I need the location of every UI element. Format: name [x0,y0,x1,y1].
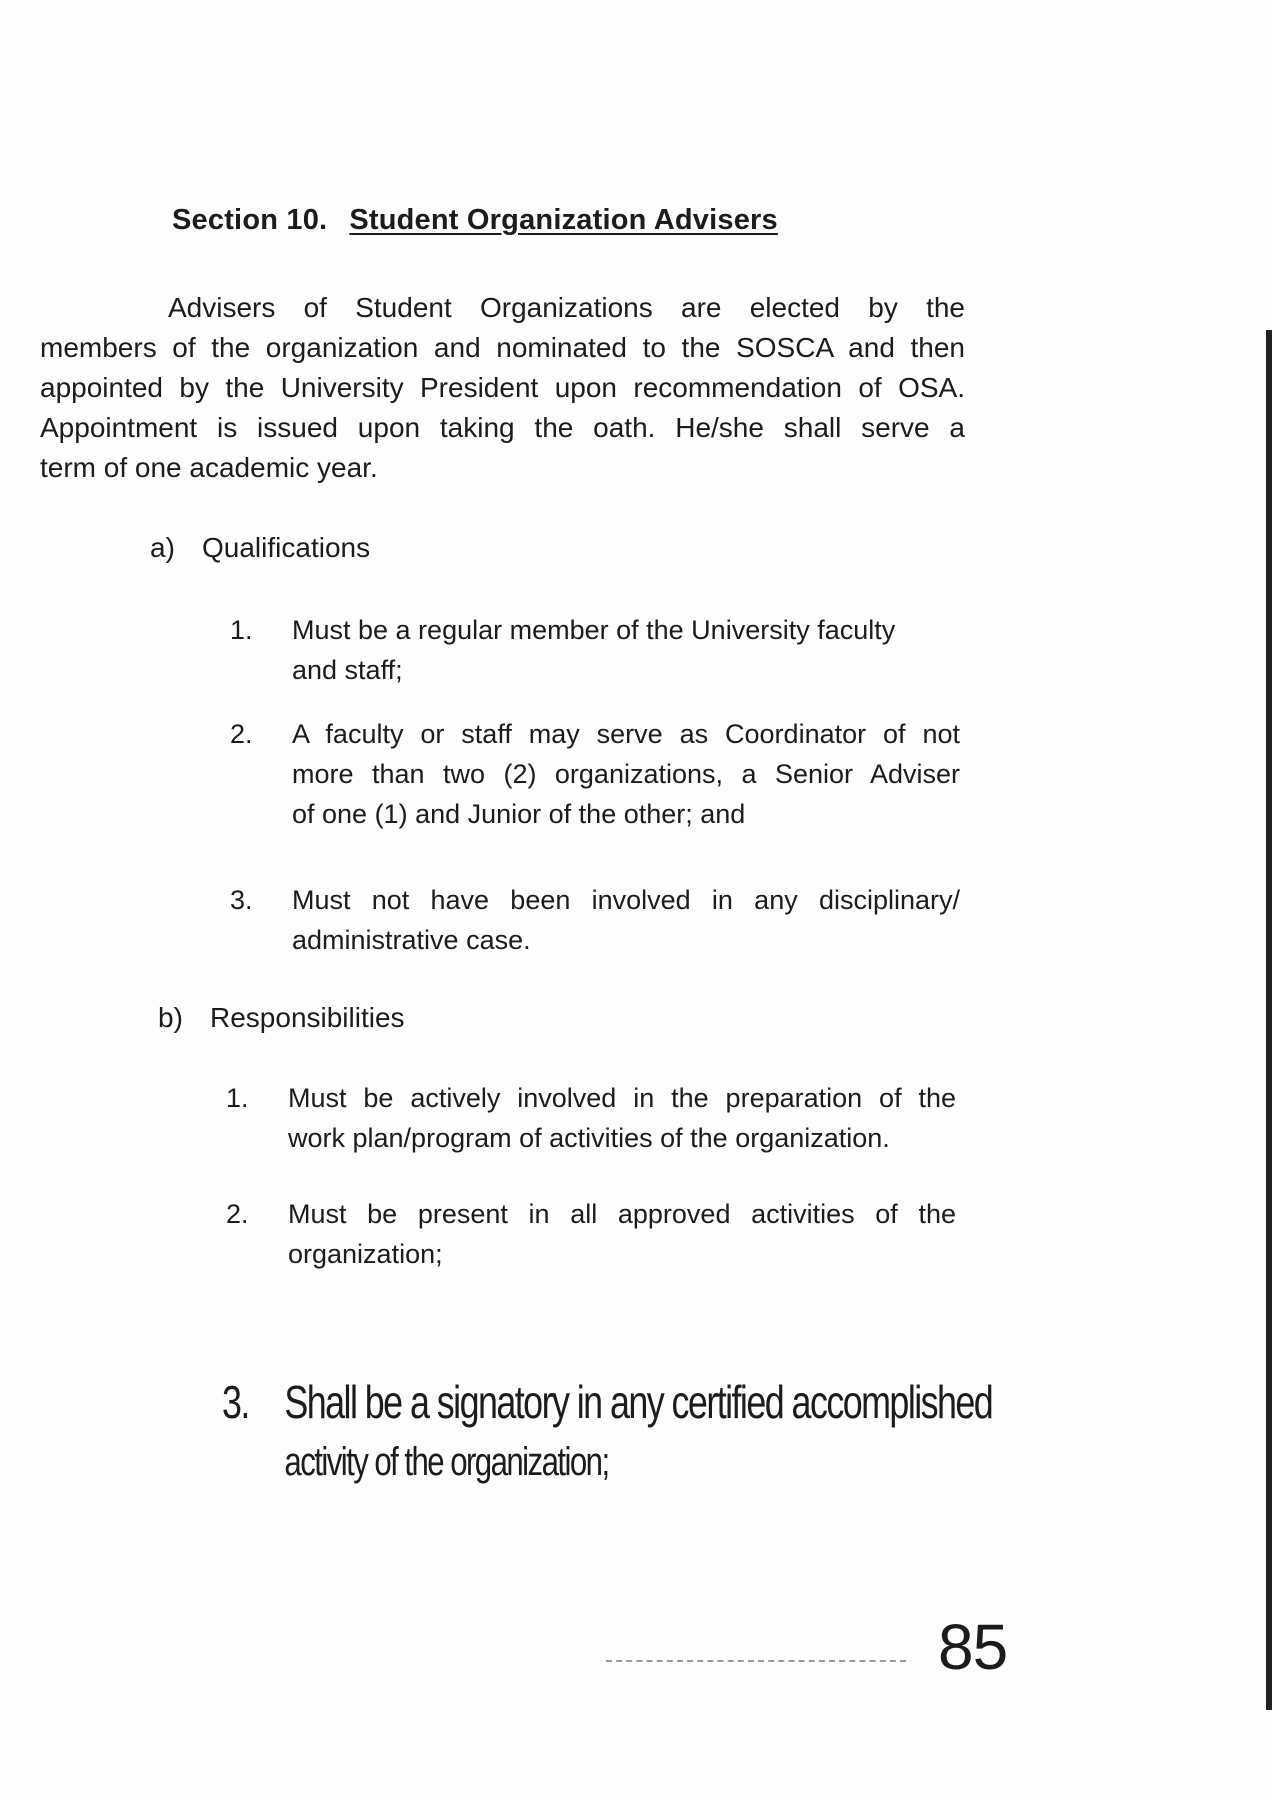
scan-edge-shadow [1266,330,1272,1710]
intro-paragraph [40,288,965,488]
responsibilities-letter: b) [158,1002,183,1033]
responsibilities-title: Responsibilities [210,1002,405,1033]
qualifications-letter: a) [150,532,175,563]
item-line: organization; [288,1239,443,1269]
section-title: Student Organization Advisers [349,204,778,236]
item-line: administrative case. [292,925,531,955]
item-number: 2. [230,719,253,749]
responsibilities-heading [158,1002,405,1034]
item-line: Must be actively involved in the preparation of the [288,1083,956,1113]
item-line: more than two (2) organizations, a Senior Adviser [292,759,960,789]
intro-line: term of one academic year. [40,452,378,483]
intro-line: Appointment is issued upon taking the oath. He/she shall serve a [40,412,965,443]
responsibility-item-3 [222,1372,992,1492]
item-line: Must be present in all approved activities of the [288,1199,956,1229]
item-line: Must not have been involved in any disciplinary/ [292,885,960,915]
item-line: Must be a regular member of the University faculty [292,615,896,645]
qualifications-title: Qualifications [202,532,371,563]
item-line: of one (1) and Junior of the other; and [292,799,746,829]
intro-line: appointed by the University President upon recommendation of OSA. [40,372,965,403]
item-line: A faculty or staff may serve as Coordinator of not [292,719,960,749]
section-label: Section 10. [172,204,328,236]
item-line: and staff; [292,655,403,685]
item-line: work plan/program of activities of the organization. [288,1123,890,1153]
item-number: 1. [230,615,253,645]
section-heading [172,204,778,237]
item-line: Shall be a signatory in any certified accomplished [284,1376,993,1428]
item-number: 3. [230,885,253,915]
item-line: activity of the organization; [284,1440,609,1484]
footer-divider [606,1660,906,1662]
item-number: 2. [226,1199,249,1229]
item-number: 3. [222,1376,249,1428]
qualifications-heading [150,532,370,564]
page-number: 85 [938,1611,1008,1683]
intro-line: Advisers of Student Organizations are elected by the [168,292,965,323]
item-number: 1. [226,1083,249,1113]
intro-line: members of the organization and nominated to the SOSCA and then [40,332,965,363]
